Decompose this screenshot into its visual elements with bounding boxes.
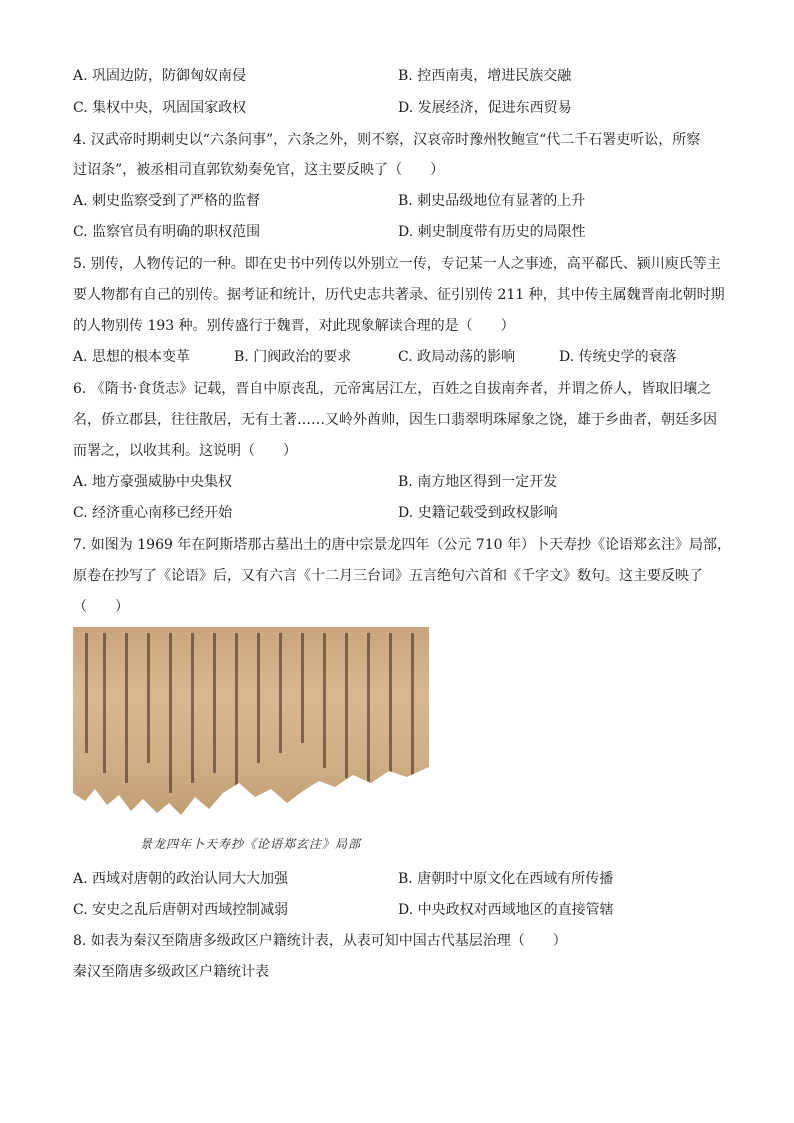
- q5-option-d[interactable]: D. 传统史学的衰落: [559, 349, 677, 365]
- q5-stem-line3: 的人物别传 193 种。别传盛行于魏晋，对此现象解读合理的是（ ）: [73, 318, 515, 334]
- q7-stem-line3: （ ）: [73, 599, 129, 615]
- q6-option-b[interactable]: B. 南方地区得到一定开发: [398, 474, 558, 490]
- q7-option-c[interactable]: C. 安史之乱后唐朝对西域控制减弱: [73, 902, 289, 918]
- q4-stem-line1: 4. 汉武帝时期刺史以“六条问事”，六条之外，则不察，汉哀帝时豫州牧鲍宣“代二千石署吏听讼，所察: [73, 132, 701, 148]
- q6-option-c[interactable]: C. 经济重心南移已经开始: [73, 505, 233, 521]
- q7-option-d[interactable]: D. 中央政权对西域地区的直接管辖: [398, 902, 614, 918]
- q8-stem-line1: 8. 如表为秦汉至隋唐多级政区户籍统计表，从表可知中国古代基层治理（ ）: [73, 933, 567, 949]
- q5-option-b[interactable]: B. 门阀政治的要求: [234, 349, 352, 365]
- q7-stem-line2: 原卷在抄写了《论语》后，又有六言《十二月三台词》五言绝句六首和《千字文》数句。这主要反映了: [73, 568, 703, 584]
- q5-stem-line2: 要人物都有自己的别传。据考证和统计，历代史志共著录、征引别传 211 种，其中传主属魏晋南北朝时期: [73, 287, 725, 303]
- figure-caption: 景龙四年卜天寿抄《论语郑玄注》局部: [140, 837, 362, 851]
- q6-stem-line2: 名，侨立郡县，往往散居，无有土著……又岭外酋帅，因生口翡翠明珠犀象之饶，雄于乡曲者，朝廷多因: [73, 412, 717, 428]
- q5-stem-line1: 5. 别传，人物传记的一种。即在史书中列传以外别立一传，专记某一人之事迹，高平郗氏、颍川庾氏等主: [73, 256, 721, 272]
- q3-option-b[interactable]: B. 控西南夷，增进民族交融: [398, 68, 572, 84]
- q4-option-c[interactable]: C. 监察官员有明确的职权范围: [73, 224, 261, 240]
- q4-option-d[interactable]: D. 刺史制度带有历史的局限性: [398, 224, 586, 240]
- q7-option-b[interactable]: B. 唐朝时中原文化在西域有所传播: [398, 871, 614, 887]
- q5-option-a[interactable]: A. 思想的根本变革: [73, 349, 191, 365]
- q6-stem-line1: 6. 《隋书·食货志》记载，晋自中原丧乱，元帝寓居江左，百姓之自拔南奔者，并谓之侨人，皆取旧壤之: [73, 381, 712, 397]
- q3-option-d[interactable]: D. 发展经济，促进东西贸易: [398, 100, 572, 116]
- q8-table-title: 秦汉至隋唐多级政区户籍统计表: [73, 964, 269, 980]
- q3-option-c[interactable]: C. 集权中央，巩固国家政权: [73, 100, 247, 116]
- q6-stem-line3: 而署之，以收其利。这说明（ ）: [73, 443, 297, 459]
- torn-edge: [73, 753, 429, 823]
- manuscript-image: [73, 627, 429, 823]
- q6-option-a[interactable]: A. 地方豪强威胁中央集权: [73, 474, 233, 490]
- q7-stem-line1: 7. 如图为 1969 年在阿斯塔那古墓出土的唐中宗景龙四年（公元 710 年）卜天寿抄《论语郑玄注》局部，: [73, 537, 731, 553]
- q4-option-a[interactable]: A. 刺史监察受到了严格的监督: [73, 193, 261, 209]
- q7-option-a[interactable]: A. 西域对唐朝的政治认同大大加强: [73, 871, 289, 887]
- q4-stem-line2: 过诏条”，被丞相司直郭钦劾奏免官，这主要反映了（ ）: [73, 162, 445, 178]
- q6-option-d[interactable]: D. 史籍记载受到政权影响: [398, 505, 558, 521]
- q3-option-a[interactable]: A. 巩固边防，防御匈奴南侵: [73, 68, 247, 84]
- q4-option-b[interactable]: B. 刺史品级地位有显著的上升: [398, 193, 586, 209]
- q5-option-c[interactable]: C. 政局动荡的影响: [398, 349, 516, 365]
